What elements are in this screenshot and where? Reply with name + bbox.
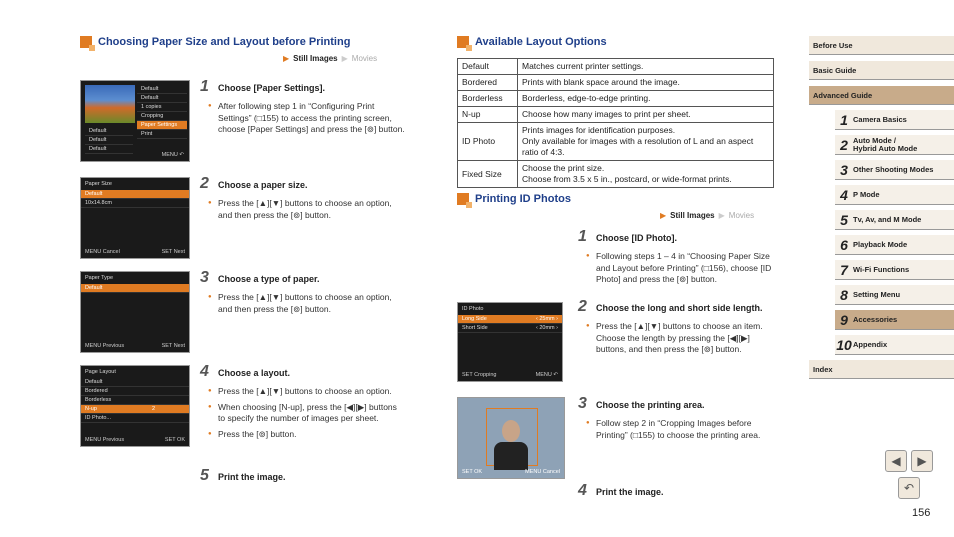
screen-row: Borderless <box>81 396 189 405</box>
section-title-layout-options: Available Layout Options <box>457 36 607 48</box>
sidebar-item-advanced-guide[interactable]: Advanced Guide <box>809 86 954 105</box>
screen-row: Default <box>81 378 189 387</box>
table-row: Bordered Prints with blank space around the image. <box>458 75 774 91</box>
step-4: 4 Choose a layout. ● Press the [▲][▼] buttons to choose an option. ● When choosing [N-up], press the [◀][▶] buttons to specify the number of images per sheet. ● Press the [⊚] button. <box>200 363 405 440</box>
screen-row-selected: Default <box>81 190 189 199</box>
table-row: N-up Choose how many images to print per sheet. <box>458 107 774 123</box>
table-row: ID Photo Prints images for identification purposes. Only available for images with a resolution of L and an aspect ratio of 4:3. <box>458 123 774 161</box>
triangle-icon: ▶ <box>341 54 348 63</box>
mode-tags: ▶ Still Images ▶ Movies <box>660 211 755 220</box>
sidebar-chapter-7[interactable]: 7 Wi-Fi Functions <box>835 260 954 280</box>
screen-row: Print <box>137 130 187 139</box>
return-button[interactable] <box>898 477 920 499</box>
mode-tags: ▶ Still Images ▶ Movies <box>283 54 378 63</box>
return-icon: ↶ <box>903 481 915 495</box>
sidebar-chapter-10[interactable]: 10 Appendix <box>835 335 954 355</box>
section-icon <box>80 36 92 48</box>
camera-screen-paper-size: Paper Size Default 10x14.8cm MENU Cancel SET Next <box>80 177 190 259</box>
screen-row: Default <box>137 94 187 103</box>
sidebar-nav <box>809 36 954 379</box>
next-page-button[interactable] <box>911 450 933 472</box>
table-row: Default Matches current printer settings. <box>458 59 774 75</box>
screen-row: Cropping <box>137 112 187 121</box>
triangle-icon: ▶ <box>718 211 725 220</box>
screen-title: Paper Type <box>85 275 114 281</box>
camera-screen-paper-settings <box>80 80 190 162</box>
arrow-left-icon: ◀ <box>891 454 901 468</box>
sidebar-chapter-8[interactable]: 8 Setting Menu <box>835 285 954 305</box>
screen-title: ID Photo <box>462 306 484 312</box>
step-1: 1 Choose [Paper Settings]. ● After following step 1 in “Configuring Print Settings” (□155) to access the printing screen, choose [Paper Settings] and press the [⊚] button. <box>200 78 405 136</box>
step-3: 3 Choose a type of paper. ● Press the [▲][▼] buttons to choose an option, and then press the [⊚] button. <box>200 269 405 315</box>
person-head <box>502 420 520 442</box>
sidebar-chapter-9[interactable]: 9 Accessories <box>835 310 954 330</box>
screen-row: 1 copies <box>137 103 187 112</box>
sidebar-item-before-use[interactable]: Before Use <box>809 36 954 55</box>
camera-screen-page-layout: Page Layout Default Bordered Borderless N-up 2 ID Photo... MENU Previous SET OK <box>80 365 190 447</box>
screen-row: ID Photo... <box>81 414 189 423</box>
screen-row-selected: Long Side ‹ 25mm › <box>458 315 562 324</box>
screen-row: Bordered <box>81 387 189 396</box>
section-title-id-photos: Printing ID Photos <box>457 193 571 205</box>
screen-row: Default <box>85 145 133 154</box>
screen-row: Short Side ‹ 20mm › <box>458 324 562 333</box>
photo-thumbnail <box>85 85 135 123</box>
screen-foot: MENU ↶ <box>161 152 184 158</box>
screen-row-selected: Paper Settings <box>137 121 187 130</box>
prev-page-button[interactable] <box>885 450 907 472</box>
sidebar-chapter-1[interactable]: 1 Camera Basics <box>835 110 954 130</box>
sidebar-chapter-3[interactable]: 3 Other Shooting Modes <box>835 160 954 180</box>
screen-title: Page Layout <box>85 369 116 375</box>
id-step-3: 3 Choose the printing area. ● Follow step 2 in “Cropping Images before Printing” (□155) to choose the printing area. <box>578 395 773 441</box>
camera-screen-crop: SET OK MENU Cancel <box>457 397 565 479</box>
screen-row: Default <box>137 85 187 94</box>
step-5: 5 Print the image. <box>200 467 286 484</box>
id-step-1: 1 Choose [ID Photo]. ● Following steps 1 – 4 in “Choosing Paper Size and Layout before Printing” (□156), choose [ID Photo] and press the [⊚] button. <box>578 228 773 286</box>
layout-options-table <box>457 58 774 188</box>
screen-row: Default <box>85 127 133 136</box>
step-2: 2 Choose a paper size. ● Press the [▲][▼] buttons to choose an option, and then press the [⊚] button. <box>200 175 405 221</box>
screen-row: Default <box>85 136 133 145</box>
triangle-icon: ▶ <box>660 211 667 220</box>
sidebar-item-basic-guide[interactable]: Basic Guide <box>809 61 954 80</box>
person-body <box>494 442 528 470</box>
table-row: Borderless Borderless, edge-to-edge printing. <box>458 91 774 107</box>
sidebar-item-index[interactable]: Index <box>809 360 954 379</box>
screen-row-selected: Default <box>81 284 189 293</box>
triangle-icon: ▶ <box>283 54 290 63</box>
camera-screen-paper-type: Paper Type Default MENU Previous SET Next <box>80 271 190 353</box>
id-step-2: 2 Choose the long and short side length. ● Press the [▲][▼] buttons to choose an item. Choose the length by pressing the [◀][▶] buttons, and then press the [⊚] button. <box>578 298 773 356</box>
sidebar-chapter-5[interactable]: 5 Tv, Av, and M Mode <box>835 210 954 230</box>
section-icon <box>457 36 469 48</box>
arrow-right-icon: ▶ <box>917 454 927 468</box>
section-title-paper-size: Choosing Paper Size and Layout before Printing <box>80 36 350 48</box>
screen-row-selected: N-up 2 <box>81 405 189 414</box>
sidebar-chapter-2[interactable]: 2 Auto Mode / Hybrid Auto Mode <box>835 135 954 155</box>
id-step-4: 4 Print the image. <box>578 482 664 499</box>
sidebar-chapter-4[interactable]: 4 P Mode <box>835 185 954 205</box>
sidebar-chapter-6[interactable]: 6 Playback Mode <box>835 235 954 255</box>
page-number: 156 <box>912 507 931 519</box>
section-icon <box>457 193 469 205</box>
table-row: Fixed Size Choose the print size. Choose from 3.5 x 5 in., postcard, or wide-format prints. <box>458 161 774 188</box>
screen-title: Paper Size <box>85 181 112 187</box>
camera-screen-id-photo: ID Photo Long Side ‹ 25mm › Short Side ‹ 20mm › SET Cropping MENU ↶ <box>457 302 563 382</box>
screen-row: 10x14.8cm <box>81 199 189 208</box>
